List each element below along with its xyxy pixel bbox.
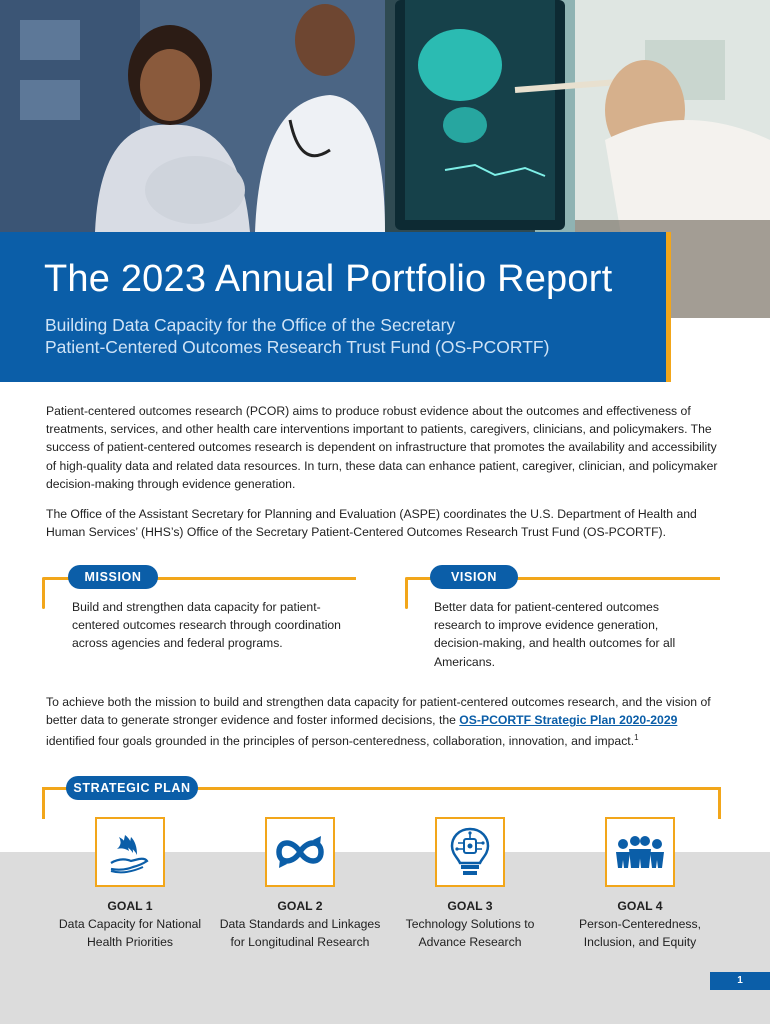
strategy-paragraph [46,693,726,751]
goal-2 [216,817,384,951]
page-number: 1 [710,972,770,990]
footnote-marker[interactable]: 1 [634,733,639,743]
goal-2-number: GOAL 2 [277,899,323,913]
vision-label: VISION [430,565,518,589]
goal-4-description [556,915,724,951]
goal-4 [556,817,724,951]
goal-3-number: GOAL 3 [447,899,493,913]
mission-label: MISSION [68,565,158,589]
goal-4-line-1: Person-Centeredness, [579,917,701,931]
title-band [0,232,666,382]
report-subtitle [45,314,549,358]
infinity-arrows-icon [273,832,327,872]
goal-1 [46,817,214,951]
goal-2-description [216,915,384,951]
goal-1-line-2: Health Priorities [86,935,174,949]
goal-3-line-2: Advance Research [418,935,522,949]
goal-3-description [386,915,554,951]
intro-paragraph-2: The Office of the Assistant Secretary for Planning and Evaluation (ASPE) coordinates the U.S. Department of Health and Human Services’ (HHS’s) Office of the Secretary Patient-Centered Outcomes Research Trust Fund (OS-PCORTF). [46,507,697,540]
mission-text: Build and strengthen data capacity for patient-centered outcomes research through coordination across agencies and federal programs. [72,600,341,651]
strategy-text-before: To achieve both the mission to build and strengthen data capacity for patient-centered outcomes research, and the vision of better data to generate stronger evidence and foster informed decisions, the [46,695,711,728]
report-title: The 2023 Annual Portfolio Report [44,258,613,300]
goal-3 [386,817,554,951]
mission-bracket-left [42,577,45,609]
hhs-eagle-hand-icon [105,827,155,877]
vision-bracket-left [405,577,408,609]
goal-1-description [46,915,214,951]
subtitle-line-2: Patient-Centered Outcomes Research Trust Fund (OS-PCORTF) [45,337,550,357]
goal-4-number: GOAL 4 [617,899,663,913]
strategy-text-after: identified four goals grounded in the principles of person-centeredness, collaboration, innovation, and impact. [46,734,635,749]
vision-text: Better data for patient-centered outcomes research to improve evidence generation, decision-making, and health outcomes for all Americans. [434,600,676,669]
strategic-plan-link[interactable]: OS-PCORTF Strategic Plan 2020-2029 [459,713,678,728]
strategic-plan-label: STRATEGIC PLAN [66,776,198,800]
goal-2-icon-frame [265,817,335,887]
goal-3-icon-frame [435,817,505,887]
goal-1-icon-frame [95,817,165,887]
goal-2-line-2: for Longitudinal Research [230,935,370,949]
hero-photo-clinician-patient [0,0,385,232]
people-group-icon [613,832,667,872]
strategic-plan-bracket-left [42,787,45,819]
goal-1-line-1: Data Capacity for National [58,917,202,931]
goal-1-number: GOAL 1 [107,899,153,913]
goal-3-line-1: Technology Solutions to [405,917,535,931]
lightbulb-circuit-icon [445,825,495,879]
goal-2-line-1: Data Standards and Linkages [219,917,381,931]
hero-photo-left-illustration [0,0,385,232]
intro-paragraph-1: Patient-centered outcomes research (PCOR) aims to produce robust evidence about the outcomes and effectiveness of treatments, services, and other health care interventions important to patients, caregivers, clinicians, and policymakers. The success of patient-centered outcomes research is dependent on infrastructure that promotes the availability and accessibility of high-quality data and related data resources. In turn, these data can enhance patient, caregiver, clinician, and policymaker decision-making through evidence generation. [46,404,718,491]
goal-4-icon-frame [605,817,675,887]
subtitle-line-1: Building Data Capacity for the Office of the Secretary [45,315,456,335]
title-band-accent [666,232,671,382]
strategic-plan-bracket-right [718,787,721,819]
goal-4-line-2: Inclusion, and Equity [583,935,697,949]
